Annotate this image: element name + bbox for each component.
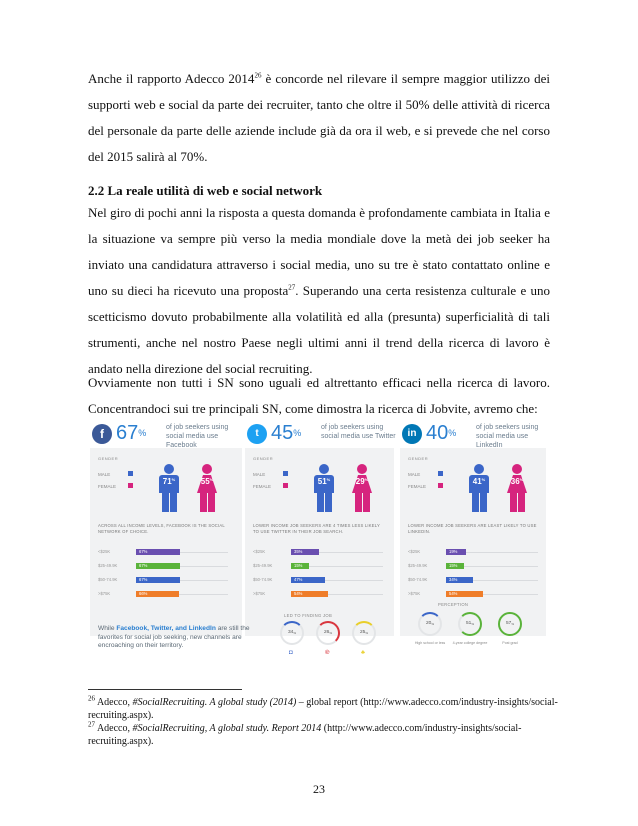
footnote-26 xyxy=(88,694,558,722)
male-figure-icon xyxy=(311,464,337,512)
female-figure-icon xyxy=(349,464,375,512)
usage-description: of job seekers using social media use Twitter xyxy=(321,424,396,440)
figure-leg xyxy=(170,493,177,512)
income-bar: 47% xyxy=(291,577,325,583)
footnote-divider xyxy=(88,689,242,690)
income-bar: 15% xyxy=(446,563,464,569)
income-label: >$75K xyxy=(253,591,266,596)
paragraph-body xyxy=(88,200,550,382)
footnote-title: #SocialRecruiting, A global study. Report 2014 xyxy=(132,723,322,734)
footnote-author: Adecco, xyxy=(96,723,133,734)
tagline-text: are still the favorites for social job seeking, new channels are encroaching on their territory. xyxy=(98,625,250,650)
figure-head xyxy=(512,464,522,474)
figure-leg xyxy=(363,493,370,512)
legend-male-swatch xyxy=(438,471,443,476)
led-unit: % xyxy=(365,631,368,635)
gender-percentage xyxy=(194,477,220,486)
perception-caption: 4-year college degree xyxy=(452,641,488,645)
income-bar: 54% xyxy=(446,591,483,597)
footnote-title: #SocialRecruiting. A global study (2014) xyxy=(132,697,297,708)
infographic xyxy=(88,420,550,668)
figure-leg xyxy=(480,493,487,512)
female-figure-icon xyxy=(194,464,220,512)
paragraph-text: è concorde nel rilevare il sempre maggior utilizzo dei supporti web e social da parte dei recruiter, tanto che oltre il 50% delle attività di ricerca del personale da parte delle aziende include già da ora il web, e si prevede che nel corso del 2015 salirà al 70%. xyxy=(88,71,550,164)
gender-value: 51 xyxy=(317,477,327,486)
income-note: ACROSS ALL INCOME LEVELS, FACEBOOK IS THE SOCIAL NETWORK OF CHOICE. xyxy=(98,523,225,534)
gender-unit: % xyxy=(519,477,524,482)
perception-unit: % xyxy=(471,622,474,626)
gender-title: GENDER xyxy=(408,456,429,461)
legend-female: FEMALE xyxy=(408,484,427,489)
income-bar: 67% xyxy=(136,577,180,583)
income-label: $50-74.9K xyxy=(98,577,118,582)
female-figure-icon xyxy=(504,464,530,512)
income-bar: 19% xyxy=(446,549,466,555)
figure-head xyxy=(357,464,367,474)
facebook-icon: f xyxy=(92,424,112,444)
figure-head xyxy=(202,464,212,474)
figure-leg xyxy=(162,493,169,512)
income-bar: 15% xyxy=(291,563,309,569)
gender-percentage xyxy=(311,477,337,486)
tagline-highlight: Facebook, Twitter, and LinkedIn xyxy=(116,625,216,632)
led-value: 34 xyxy=(287,630,294,635)
paragraph-text: Anche il rapporto Adecco 2014 xyxy=(88,71,255,86)
gender-unit: % xyxy=(209,477,214,482)
gender-percentage xyxy=(349,477,375,486)
income-label: >$75K xyxy=(408,591,421,596)
perception-caption: High school or less xyxy=(414,641,446,645)
perception-circle xyxy=(498,612,522,636)
income-label: $50-74.9K xyxy=(408,577,428,582)
usage-description: of job seekers using social media use Facebook xyxy=(166,424,229,449)
income-label: $25-49.9K xyxy=(98,563,118,568)
figure-leg xyxy=(200,493,207,512)
usage-percentage xyxy=(116,420,146,446)
legend-male: MALE xyxy=(98,472,111,477)
led-circle xyxy=(352,621,376,645)
income-note: LOWER INCOME JOB SEEKERS ARE LEAST LIKELY TO USE LINKEDIN. xyxy=(408,523,537,534)
paragraph-conclusion: Ovviamente non tutti i SN sono uguali ed altrettanto efficaci nella ricerca di lavoro. Concentrandoci sui tre principali SN, come dimostra la ricerca di Jobvite, avremo che: xyxy=(88,375,550,416)
income-label: <$25K xyxy=(408,549,421,554)
male-figure-icon xyxy=(466,464,492,512)
tagline-text: While xyxy=(98,625,117,632)
footnote-number: 27 xyxy=(88,720,95,729)
legend-female-swatch xyxy=(438,483,443,488)
gender-unit: % xyxy=(481,477,486,482)
footnote-link[interactable]: – global report (http://www.adecco.com/industry-insights/social-recruiting.aspx). xyxy=(88,697,558,721)
gender-value: 55 xyxy=(200,477,210,486)
section-heading: 2.2 La reale utilità di web e social network xyxy=(88,183,323,198)
income-bar: 34% xyxy=(446,577,473,583)
gender-percentage xyxy=(156,477,182,486)
perception-unit: % xyxy=(431,622,434,626)
gender-title: GENDER xyxy=(98,456,119,461)
income-bar: 66% xyxy=(136,591,179,597)
income-label: $25-49.9K xyxy=(253,563,273,568)
income-note: LOWER INCOME JOB SEEKERS ARE 4 TIMES LESS LIKELY TO USE TWITTER IN THEIR JOB SEARCH. xyxy=(253,523,380,534)
income-bar: 35% xyxy=(291,549,319,555)
legend-female: FEMALE xyxy=(98,484,117,489)
gender-value: 29 xyxy=(355,477,365,486)
usage-value: 45 xyxy=(271,422,294,444)
legend-male-swatch xyxy=(283,471,288,476)
income-label: $25-49.9K xyxy=(408,563,428,568)
legend-male: MALE xyxy=(253,472,266,477)
footnote-link[interactable]: (http://www.adecco.com/industry-insights/social-recruiting.aspx). xyxy=(88,723,522,747)
figure-head xyxy=(474,464,484,474)
income-bar: 67% xyxy=(136,563,180,569)
instagram-icon: ◘ xyxy=(289,650,293,656)
legend-female: FEMALE xyxy=(253,484,272,489)
usage-unit: % xyxy=(138,428,147,438)
paragraph-text: Nel giro di pochi anni la risposta a questa domanda è profondamente cambiata in Italia e la situazione va sempre più verso la media mondiale dove la metà dei job seeker ha inviato una candidatura attraverso i social media, uno su tre è stato contattato online e uno su dieci ha ricevuto una proposta xyxy=(88,205,550,298)
footnote-27 xyxy=(88,720,558,748)
linkedin-icon: in xyxy=(402,424,422,444)
gender-percentage xyxy=(504,477,530,486)
income-bar: 67% xyxy=(136,549,180,555)
usage-value: 67 xyxy=(116,422,139,444)
footnote-number: 26 xyxy=(88,694,95,703)
led-circle xyxy=(316,621,340,645)
snapchat-icon: ♣ xyxy=(361,650,365,656)
usage-description: of job seekers using social media use LinkedIn xyxy=(476,424,539,449)
income-label: $50-74.9K xyxy=(253,577,273,582)
income-label: <$25K xyxy=(253,549,266,554)
perception-unit: % xyxy=(511,622,514,626)
pinterest-icon: ℗ xyxy=(325,650,330,656)
gender-unit: % xyxy=(364,477,369,482)
perception-caption: Post grad xyxy=(502,641,518,645)
gender-value: 71 xyxy=(162,477,172,486)
legend-female-swatch xyxy=(128,483,133,488)
gender-value: 36 xyxy=(510,477,520,486)
led-value: 25 xyxy=(359,630,366,635)
twitter-icon: t xyxy=(247,424,267,444)
gender-unit: % xyxy=(326,477,331,482)
usage-unit: % xyxy=(293,428,302,438)
led-to-job-title: LED TO FINDING JOB xyxy=(284,613,333,618)
legend-male: MALE xyxy=(408,472,421,477)
figure-leg xyxy=(472,493,479,512)
figure-head xyxy=(164,464,174,474)
footnote-ref[interactable]: 26 xyxy=(254,71,262,80)
perception-title: PERCEPTION xyxy=(438,602,469,607)
footnote-author: Adecco, xyxy=(96,697,133,708)
income-label: <$25K xyxy=(98,549,111,554)
legend-male-swatch xyxy=(128,471,133,476)
perception-value: 57 xyxy=(505,621,512,626)
led-circle xyxy=(280,621,304,645)
figure-leg xyxy=(518,493,525,512)
gender-title: GENDER xyxy=(253,456,274,461)
footnote-ref[interactable]: 27 xyxy=(288,283,296,292)
figure-leg xyxy=(325,493,332,512)
legend-female-swatch xyxy=(283,483,288,488)
led-unit: % xyxy=(293,631,296,635)
usage-value: 40 xyxy=(426,422,449,444)
figure-leg xyxy=(510,493,517,512)
income-bar: 54% xyxy=(291,591,328,597)
income-label: >$75K xyxy=(98,591,111,596)
male-figure-icon xyxy=(156,464,182,512)
gender-unit: % xyxy=(171,477,176,482)
perception-circle xyxy=(458,612,482,636)
perception-value: 51 xyxy=(465,621,472,626)
paragraph-text: . Superando una certa resistenza culturale e uno scetticismo dovuto probabilmente alla volatilità ed alla (presunta) superficialità di tali strumenti, anche nel nostro Paese negli ultimi anni il trend della ricerca di lavoro è andato nella direzione del social recruiting. xyxy=(88,283,550,376)
perception-value: 20 xyxy=(425,621,432,626)
figure-leg xyxy=(317,493,324,512)
figure-leg xyxy=(355,493,362,512)
led-unit: % xyxy=(329,631,332,635)
usage-percentage xyxy=(271,420,301,446)
figure-leg xyxy=(208,493,215,512)
led-value: 26 xyxy=(323,630,330,635)
infographic-tagline xyxy=(98,625,258,651)
page-number: 23 xyxy=(313,782,325,796)
usage-percentage xyxy=(426,420,456,446)
figure-head xyxy=(319,464,329,474)
usage-unit: % xyxy=(448,428,457,438)
paragraph-intro xyxy=(88,66,550,170)
gender-percentage xyxy=(466,477,492,486)
gender-value: 41 xyxy=(472,477,482,486)
perception-circle xyxy=(418,612,442,636)
